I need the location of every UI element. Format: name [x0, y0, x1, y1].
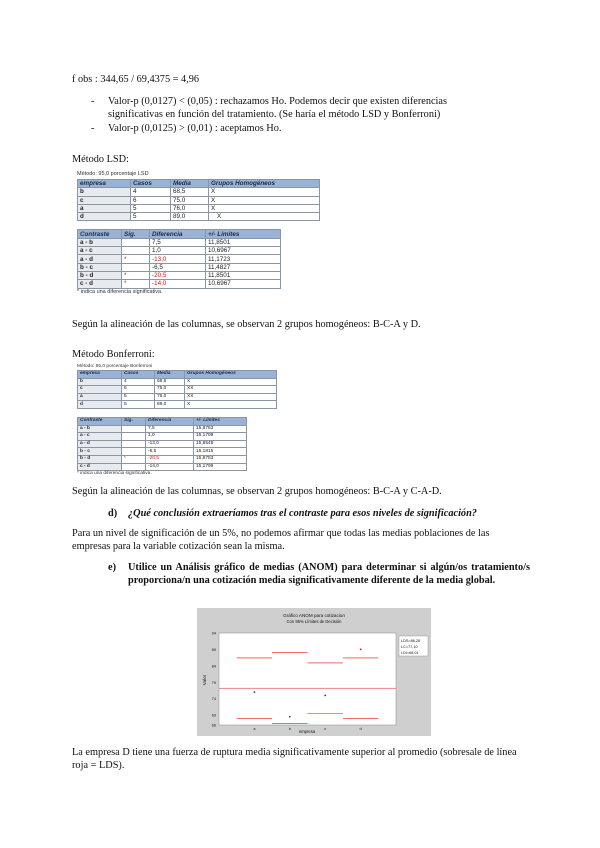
x-tick-label: b	[288, 727, 291, 731]
lsd-heading: Método LSD:	[72, 154, 129, 165]
y-tick-label: 74	[211, 697, 216, 702]
bonf-heading: Método Bonferroni:	[72, 349, 155, 360]
bullet-dash-1: -	[91, 96, 95, 107]
bullet-dash-2: -	[91, 123, 95, 134]
cell: 15,8753	[194, 425, 247, 433]
cell: X	[209, 196, 320, 204]
cell: 10,6967	[206, 247, 281, 255]
cell	[122, 425, 146, 433]
bonf-contrast-header: Diferencia	[146, 417, 194, 425]
cell: 7,5	[150, 238, 206, 246]
cell: 68,5	[155, 378, 185, 386]
cell: XX	[185, 393, 277, 401]
cell: a - c	[78, 247, 122, 255]
table-row	[78, 433, 247, 441]
table-row	[78, 448, 247, 456]
bonf-contrast-header: Contraste	[78, 417, 122, 425]
y-tick-label: 94	[211, 631, 216, 636]
cell: -6,5	[150, 263, 206, 271]
cell: c	[78, 196, 131, 204]
cell: 75,0	[171, 196, 209, 204]
cell: -13,0	[146, 440, 194, 448]
table-row	[78, 271, 281, 279]
cell: 11,4827	[206, 263, 281, 271]
table-row	[78, 280, 281, 288]
cell: X	[185, 401, 277, 409]
cell	[122, 463, 146, 471]
lsd-caption: Método: 95,0 porcentaje LSD	[77, 171, 149, 177]
bonf-screenshot	[77, 364, 277, 476]
bonf-groups-header: Grupos Homogéneos	[185, 371, 277, 379]
cell: *	[122, 271, 150, 279]
cell: -6,5	[146, 448, 194, 456]
cell: -14,0	[146, 463, 194, 471]
table-row	[78, 378, 277, 386]
cell: a - c	[78, 433, 122, 441]
cell: a - b	[78, 238, 122, 246]
lsd-groups-header: Casos	[131, 180, 171, 188]
cell: 11,8501	[206, 238, 281, 246]
cell: *	[122, 280, 150, 288]
lsd-groups-table	[77, 179, 320, 221]
chart-subtitle: Con 95% Límites de Decisión	[286, 619, 342, 624]
cell: 15,8549	[194, 440, 247, 448]
cell: *	[122, 255, 150, 263]
bonf-footnote: * indica una diferencia significativa.	[77, 471, 152, 477]
cell	[122, 263, 150, 271]
y-tick-label: 79	[211, 680, 216, 685]
cell: 75,0	[155, 386, 185, 394]
y-axis-label: Valor	[202, 674, 207, 686]
chart-title: Gráfico ANOM para cotizacion	[283, 613, 345, 618]
section-d-answer: Para un nivel de significación de un 5%, no podemos afirmar que todas las medias poblaciones de las empresas para la variable cotización sean la misma.	[72, 528, 490, 552]
section-e-label: e)	[108, 562, 116, 573]
cell: 89,0	[155, 401, 185, 409]
cell: c - d	[78, 463, 122, 471]
plot-area	[219, 633, 396, 725]
table-row	[78, 196, 320, 204]
lsd-contrast-table	[77, 229, 281, 288]
cell: -20,5	[146, 455, 194, 463]
cell	[122, 247, 150, 255]
cell: c - d	[78, 280, 122, 288]
cell: XX	[185, 386, 277, 394]
cell: 4	[122, 378, 155, 386]
lsd-contrast-header: Contraste	[78, 230, 122, 238]
cell: a - b	[78, 425, 122, 433]
cell: X	[185, 378, 277, 386]
cell: 15,1799	[194, 433, 247, 441]
mean-point	[360, 649, 362, 651]
cell: b - c	[78, 448, 122, 456]
legend-entry-lc: LC=77,10	[401, 645, 418, 649]
bonf-groups-header: Media	[155, 371, 185, 379]
cell: 5	[122, 393, 155, 401]
cell: a - d	[78, 440, 122, 448]
table-row	[78, 463, 247, 471]
cell	[122, 238, 150, 246]
table-row	[78, 247, 281, 255]
lsd-conclusion: Según la alineación de las columnas, se observan 2 grupos homogéneos: B-C-A y D.	[72, 319, 421, 330]
bonf-caption: Método: 95,0 porcentaje Bonferroni	[77, 364, 153, 369]
mean-point	[254, 691, 256, 693]
table-row	[78, 255, 281, 263]
lsd-groups-header: Grupos Homogéneos	[209, 180, 320, 188]
legend-entry-lds: LDS=86,28	[401, 639, 421, 643]
section-e-question: Utilice un Análisis gráfico de medias (ANOM) para determinar si algún/os tratamiento/s proporciona/n una cotización media significativamente diferente de la media global.	[128, 562, 530, 587]
cell: 7,5	[146, 425, 194, 433]
cell: X	[209, 188, 320, 196]
cell: 1,0	[150, 247, 206, 255]
x-tick-label: d	[359, 727, 362, 731]
table-row	[78, 393, 277, 401]
table-row	[78, 455, 247, 463]
cell: 68,5	[171, 188, 209, 196]
bonf-contrast-table	[77, 417, 247, 471]
lsd-contrast-header: Diferencia	[150, 230, 206, 238]
table-row	[78, 440, 247, 448]
table-row	[78, 401, 277, 409]
cell: X	[209, 204, 320, 212]
mean-point	[324, 695, 326, 697]
table-row	[78, 386, 277, 394]
cell: b	[78, 378, 122, 386]
anom-chart-frame	[197, 608, 431, 736]
table-row	[78, 204, 320, 212]
table-row	[78, 213, 320, 221]
section-d-question: ¿Qué conclusión extraeríamos tras el contraste para esos niveles de significación?	[128, 508, 477, 519]
cell: 5	[131, 213, 171, 221]
y-tick-label: 84	[211, 664, 216, 669]
section-d-label: d)	[108, 508, 118, 519]
x-axis-label: empresa	[298, 729, 316, 734]
cell: 76,0	[171, 204, 209, 212]
legend-entry-ldi: LDI=68,01	[401, 651, 419, 655]
lsd-screenshot	[77, 171, 320, 295]
cell: 11,8501	[206, 271, 281, 279]
cell: b - c	[78, 263, 122, 271]
cell: -20,5	[150, 271, 206, 279]
bonf-conclusion: Según la alineación de las columnas, se observan 2 grupos homogéneos: B-C-A y C-A-D.	[72, 486, 442, 497]
cell: 5	[131, 204, 171, 212]
bonf-groups-header: empresa	[78, 371, 122, 379]
cell: d	[78, 213, 131, 221]
lsd-contrast-header: +/- Límites	[206, 230, 281, 238]
cell	[122, 433, 146, 441]
final-conclusion: La empresa D tiene una fuerza de ruptura media significativamente superior al promedio (sobresale de línea roja = LDS).	[72, 747, 517, 771]
cell: a - d	[78, 255, 122, 263]
cell: 6	[122, 386, 155, 394]
cell: 15,8753	[194, 455, 247, 463]
y-tick-label: 89	[211, 647, 216, 652]
bullet-1-line-1: Valor-p (0,0127) < (0,05) : rechazamos Ho. Podemos decir que existen diferencias	[108, 96, 447, 107]
lsd-groups-header: empresa	[78, 180, 131, 188]
lsd-contrast-header: Sig.	[122, 230, 150, 238]
cell: 89,0	[171, 213, 209, 221]
cell: X	[209, 213, 320, 221]
cell: 6	[131, 196, 171, 204]
cell: a	[78, 393, 122, 401]
cell: b - d	[78, 271, 122, 279]
cell: -13,0	[150, 255, 206, 263]
x-tick-label: c	[324, 727, 327, 731]
lsd-groups-header: Media	[171, 180, 209, 188]
fobs-line: f obs : 344,65 / 69,4375 = 4,96	[72, 74, 200, 85]
cell: 5	[122, 401, 155, 409]
cell: d	[78, 401, 122, 409]
cell: b - d	[78, 455, 122, 463]
bonf-groups-table	[77, 370, 277, 409]
table-row	[78, 263, 281, 271]
bullet-1-line-2: significativas en función del tratamiento. (Se haría el método LSD y Bonferroni)	[108, 109, 441, 120]
cell: 15,1815	[194, 448, 247, 456]
cell: 15,1799	[194, 463, 247, 471]
x-tick-label: a	[253, 727, 256, 731]
y-tick-label: 69	[211, 713, 216, 718]
cell	[122, 448, 146, 456]
bullet-2-line-1: Valor-p (0,0125) > (0,01) : aceptamos Ho.	[108, 123, 282, 134]
bonf-contrast-header: +/- Límites	[194, 417, 247, 425]
cell	[122, 440, 146, 448]
cell: a	[78, 204, 131, 212]
mean-point	[289, 716, 291, 718]
anom-chart	[197, 608, 431, 736]
cell: 4	[131, 188, 171, 196]
table-row	[78, 425, 247, 433]
table-row	[78, 188, 320, 196]
cell: c	[78, 386, 122, 394]
cell: -14,0	[150, 280, 206, 288]
cell: *	[122, 455, 146, 463]
cell: b	[78, 188, 131, 196]
bonf-groups-header: Casos	[122, 371, 155, 379]
table-row	[78, 238, 281, 246]
cell: 11,1723	[206, 255, 281, 263]
cell: 1,0	[146, 433, 194, 441]
y-tick-label: 66	[211, 723, 216, 728]
lsd-footnote: * indica una diferencia significativa.	[77, 288, 163, 295]
cell: 76,0	[155, 393, 185, 401]
cell: 10,6967	[206, 280, 281, 288]
bonf-contrast-header: Sig.	[122, 417, 146, 425]
